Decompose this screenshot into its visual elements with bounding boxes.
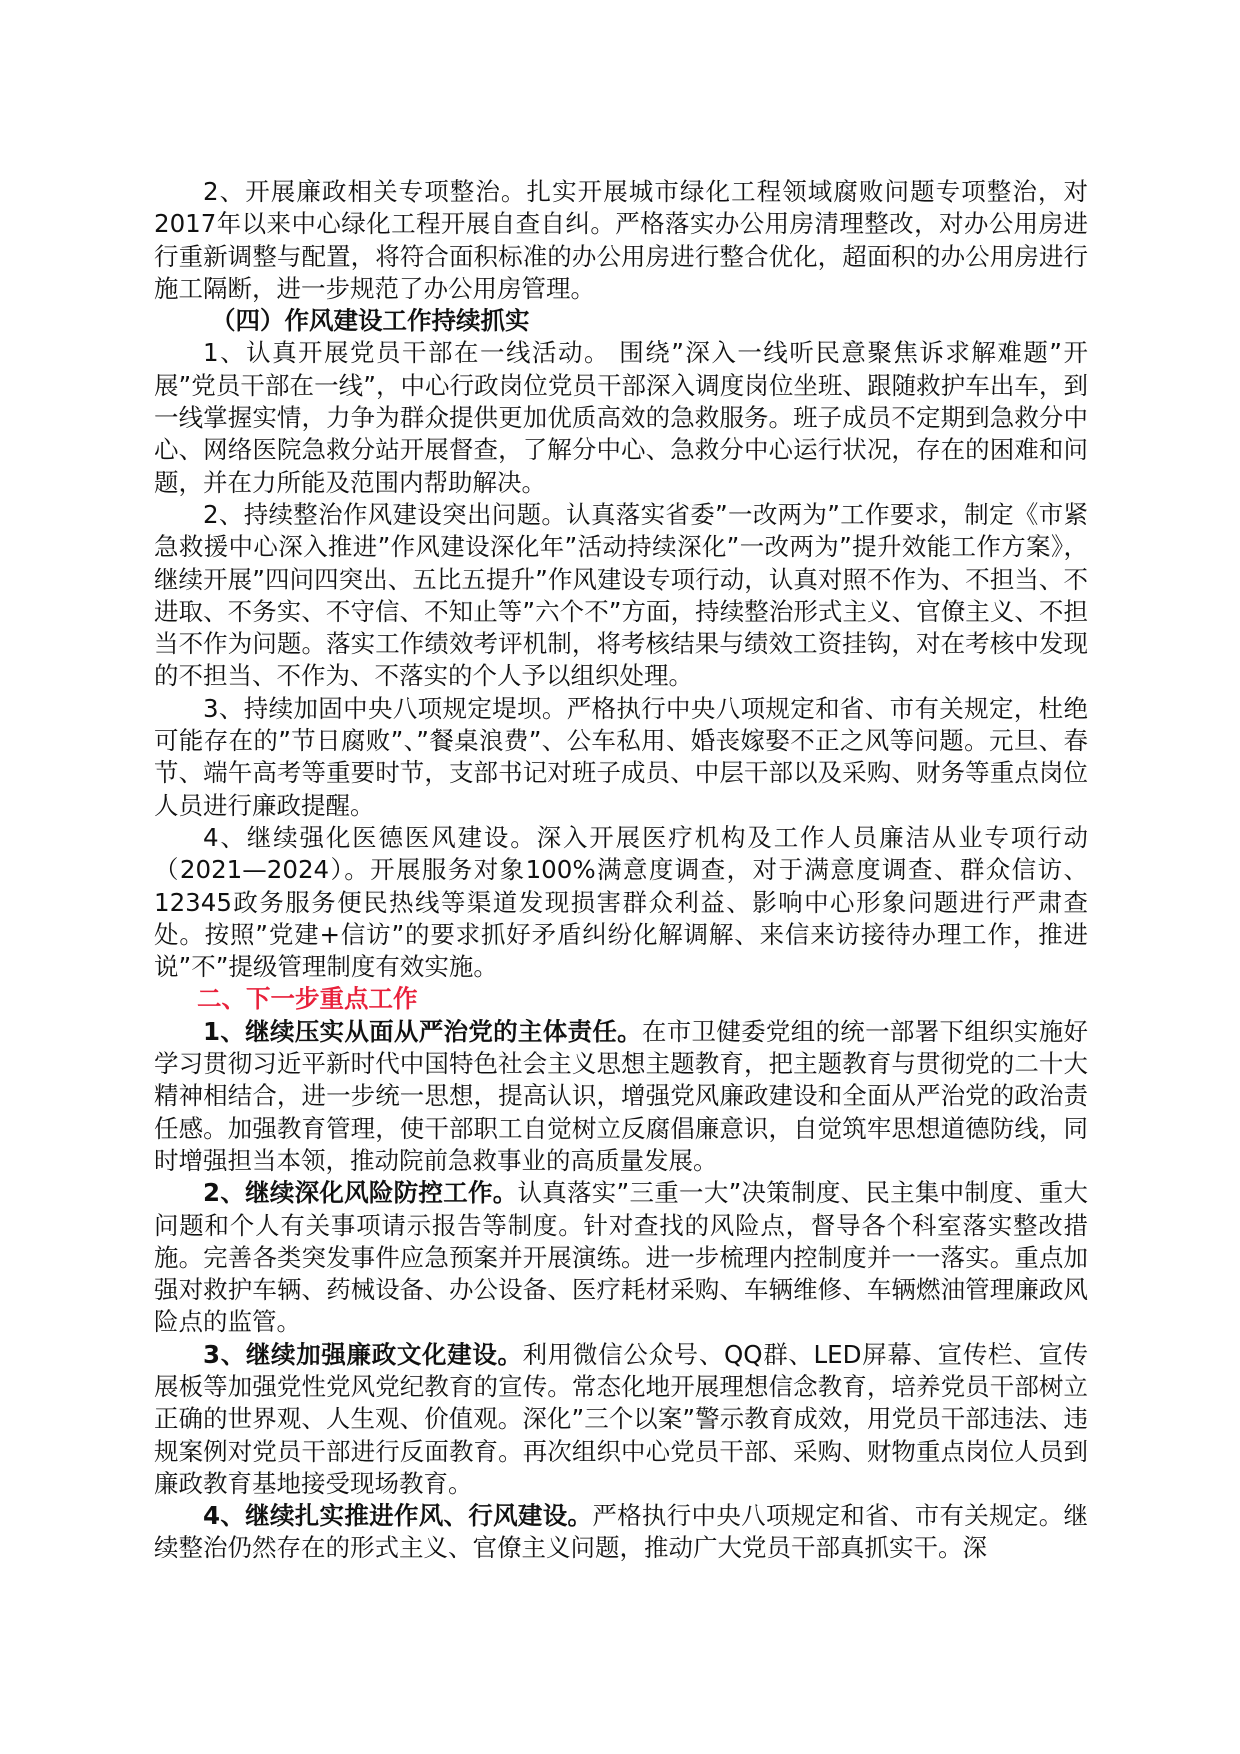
document-body (154, 176, 1088, 1565)
paragraph (154, 1177, 1088, 1338)
paragraph-text: 利用微信公众号、QQ群、LED屏幕、宣传栏、宣传展板等加强党性党风党纪教育的宣传。常态化地开展理想信念教育，培养党员干部树立正确的世界观、人生观、价值观。深化”三个以案”警示教育成效，用党员干部违法、违规案例对党员干部进行反面教育。再次组织中心党员干部、采购、财物重点岗位人员到廉政教育基地接受现场教育。 (154, 1339, 1089, 1498)
paragraph: 1、认真开展党员干部在一线活动。 围绕”深入一线听民意聚焦诉求解难题”开展”党员干部在一线”，中心行政岗位党员干部深入调度岗位坐班、跟随救护车出车，到一线掌握实情，力争为群众提供更加优质高效的急救服务。班子成员不定期到急救分中心、网络医院急救分站开展督查，了解分中心、急救分中心运行状况，存在的困难和问题，并在力所能及范围内帮助解决。 (154, 338, 1088, 497)
paragraph-lead: 1、继续压实从面从严治党的主体责任。 (203, 1016, 642, 1046)
paragraph: 2、开展廉政相关专项整治。扎实开展城市绿化工程领域腐败问题专项整治，对2017年以来中心绿化工程开展自查自纠。严格落实办公用房清理整改，对办公用房进行重新调整与配置，将符合面积标准的办公用房进行整合优化，超面积的办公用房进行施工隔断，进一步规范了办公用房管理。 (154, 177, 1088, 303)
paragraph (154, 1500, 1088, 1565)
paragraph (154, 1016, 1088, 1177)
section-heading: 二、下一步重点工作 (197, 984, 418, 1014)
paragraph: 3、持续加固中央八项规定堤坝。严格执行中央八项规定和省、市有关规定，杜绝可能存在的”节日腐败”、”餐桌浪费”、公车私用、婚丧嫁娶不正之风等问题。元旦、春节、端午高考等重要时节，支部书记对班子成员、中层干部以及采购、财务等重点岗位人员进行廉政提醒。 (154, 693, 1088, 820)
paragraph: 4、继续强化医德医风建设。深入开展医疗机构及工作人员廉洁从业专项行动（2021—2024）。开展服务对象100%满意度调查，对于满意度调查、群众信访、12345政务服务便民热线等渠道发现损害群众利益、影响中心形象问题进行严肃查处。按照”党建+信访”的要求抓好矛盾纠纷化解调解、来信来访接待办理工作，推进说”不”提级管理制度有效实施。 (154, 822, 1088, 982)
paragraph: 2、持续整治作风建设突出问题。认真落实省委”一改两为”工作要求，制定《市紧急救援中心深入推进”作风建设深化年”活动持续深化”一改两为”提升效能工作方案》，继续开展”四问四突出、五比五提升”作风建设专项行动，认真对照不作为、不担当、不进取、不务实、不守信、不知止等”六个不”方面，持续整治形式主义、官僚主义、不担当不作为问题。落实工作绩效考评机制，将考核结果与绩效工资挂钩，对在考核中发现的不担当、不作为、不落实的个人予以组织处理。 (154, 499, 1088, 691)
paragraph-lead: 4、继续扎实推进作风、行风建设。 (203, 1501, 593, 1531)
paragraph (154, 1339, 1088, 1500)
subsection-heading: （四）作风建设工作持续抓实 (211, 306, 530, 336)
paragraph-text: 在市卫健委党组的统一部署下组织实施好学习贯彻习近平新时代中国特色社会主义思想主题教育，把主题教育与贯彻党的二十大精神相结合，进一步统一思想，提高认识，增强党风廉政建设和全面从严治党的政治责任感。加强教育管理，使干部职工自觉树立反腐倡廉意识，自觉筑牢思想道德防线，同时增强担当本领，推动院前急救事业的高质量发展。 (154, 1016, 1088, 1175)
paragraph-lead: 2、继续深化风险防控工作。 (203, 1178, 518, 1208)
paragraph-lead: 3、继续加强廉政文化建设。 (203, 1339, 523, 1369)
paragraph-text: 严格执行中央八项规定和省、市有关规定。继续整治仍然存在的形式主义、官僚主义问题，推动广大党员干部真抓实干。深 (154, 1501, 1089, 1563)
paragraph-text: 认真落实”三重一大”决策制度、民主集中制度、重大问题和个人有关事项请示报告等制度。针对查找的风险点，督导各个科室落实整改措施。完善各类突发事件应急预案并开展演练。进一步梳理内控制度并一一落实。重点加强对救护车辆、药械设备、办公设备、医疗耗材采购、车辆维修、车辆燃油管理廉政风险点的监管。 (154, 1178, 1088, 1337)
